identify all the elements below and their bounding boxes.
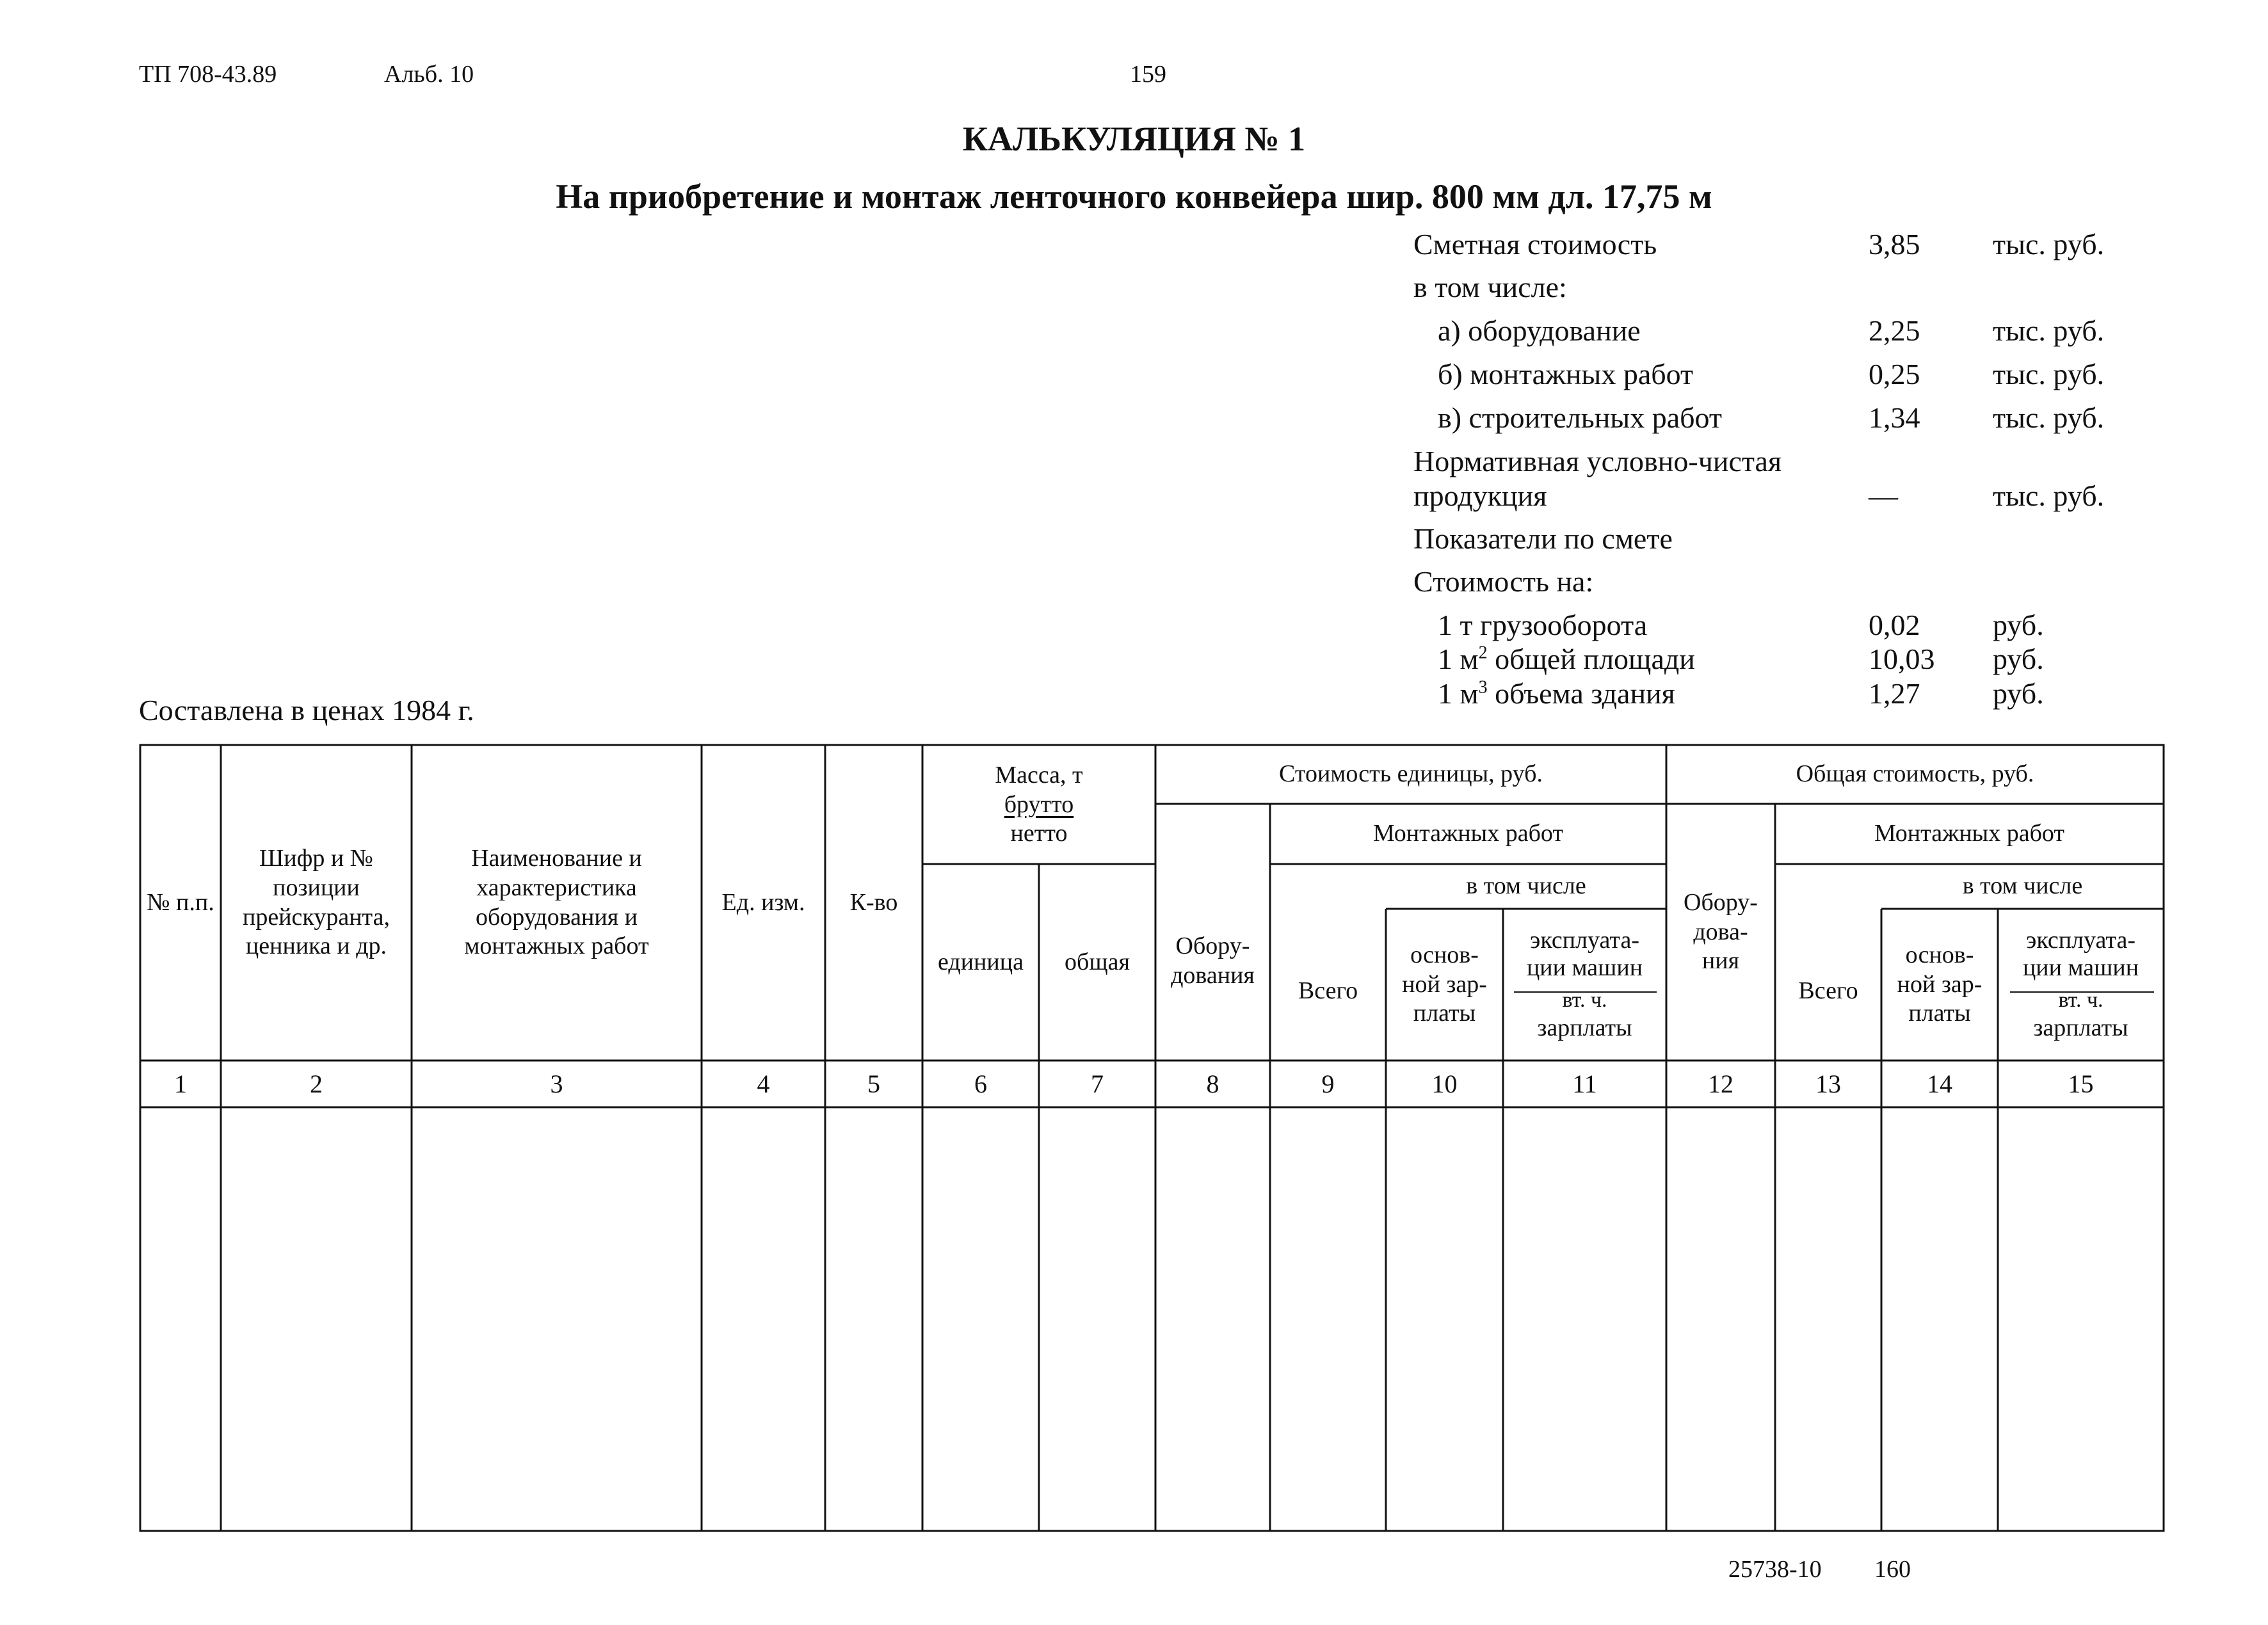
summary-unit: тыс. руб. [1993,314,2105,347]
col-number: 9 [1321,1069,1335,1098]
page-subtitle: На приобретение и монтаж ленточного конвейера шир. 800 мм дл. 17,75 м [556,177,1712,216]
col-number: 14 [1927,1069,1952,1098]
summary-value: — [1869,479,1898,512]
col-number: 12 [1708,1069,1733,1098]
summary-label: в том числе: [1413,271,1567,303]
salary-label: зарплаты [1537,1014,1632,1041]
col-header-unit: Ед. изм. [721,888,805,916]
col-number: 5 [867,1069,880,1098]
col-number: 8 [1206,1069,1219,1098]
total-install-header: Монтажных работ [1874,820,2065,847]
incl-salary-label: вт. ч. [1562,988,1607,1012]
col-header-equipment-total: Обору-дова-ния [1684,889,1758,975]
summary-value: 1,27 [1869,677,1920,710]
summary-unit: тыс. руб. [1993,401,2105,434]
summary-label: 1 $м^2$ общей площади [1438,643,1695,675]
col-header-unit-base-salary: основ-ной зар-платы [1402,941,1487,1027]
col-number: 11 [1572,1069,1597,1098]
summary-unit: руб. [1993,677,2044,710]
col-number: 3 [550,1069,563,1098]
col-header-code: Шифр и № позиции прейскуранта, ценника и др. [243,845,390,960]
summary-label: 1 $м^3$ объема здания [1438,677,1675,710]
page-number: 159 [1130,61,1166,88]
summary-unit: тыс. руб. [1993,228,2105,260]
summary-label: 1 т грузооборота [1438,609,1648,641]
mass-net: нетто [1010,820,1068,847]
unit-cost-header: Стоимость единицы, руб. [1279,760,1543,788]
summary-label: Стоимость на: [1413,565,1594,598]
col-header-qty: К-во [849,888,898,916]
summary-unit: руб. [1993,643,2044,675]
col-number: 10 [1431,1069,1458,1098]
total-cost-header: Общая стоимость, руб. [1796,760,2034,788]
summary-value: 10,03 [1869,643,1935,675]
album-number: Альб. 10 [384,61,474,88]
summary-label: Нормативная условно-чистая [1413,445,1782,477]
summary-value: 0,02 [1869,609,1920,641]
col-number: 1 [174,1069,187,1098]
summary-label: продукция [1413,479,1547,512]
col-number: 13 [1815,1069,1841,1098]
summary-label: б) монтажных работ [1438,358,1694,390]
footer-page: 160 [1874,1556,1911,1583]
machine-op-label: эксплуата-ции машин [2022,926,2139,982]
salary-label: зарплаты [2033,1014,2128,1041]
summary-unit: тыс. руб. [1993,479,2105,512]
col-number: 6 [974,1069,987,1098]
col-header-total-machine-op [1998,909,2164,1061]
page-title: КАЛЬКУЛЯЦИЯ № 1 [962,120,1306,158]
unit-install-header: Монтажных работ [1372,820,1564,847]
col-number: 4 [757,1069,770,1098]
col-header-unit-machine-op [1503,909,1666,1061]
col-header-unit-total: Всего [1298,977,1358,1004]
summary-label: Показатели по смете [1413,522,1673,555]
col-number: 2 [310,1069,323,1098]
machine-op-label: эксплуата-ции машин [1526,926,1643,982]
doc-code: ТП 708-43.89 [139,61,277,88]
footer-code: 25738-10 [1728,1556,1822,1583]
incl-salary-label: вт. ч. [2058,988,2103,1012]
summary-value: 3,85 [1869,228,1920,260]
col-number: 15 [2068,1069,2094,1098]
summary-value: 2,25 [1869,314,1920,347]
summary-unit: тыс. руб. [1993,358,2105,390]
mass-title: Масса, т [995,762,1083,789]
prices-note: Составлена в ценах 1984 г. [139,694,474,726]
summary-value: 1,34 [1869,401,1920,434]
mass-header [922,749,1155,861]
col-header-total-base-salary: основ-ной зар-платы [1897,941,1982,1027]
col-header-equipment-unit: Обору-дования [1171,932,1255,989]
col-header-total-total: Всего [1798,977,1858,1004]
summary-label: Сметная стоимость [1413,228,1657,260]
unit-including-header: в том числе [1466,872,1586,900]
col-header-mass-unit: единица [938,948,1024,975]
summary-label: в) строительных работ [1438,401,1723,434]
summary-unit: руб. [1993,609,2044,641]
mass-gross: брутто [1004,790,1074,818]
col-header-mass-total: общая [1065,948,1130,975]
summary-value: 0,25 [1869,358,1920,390]
total-including-header: в том числе [1962,872,2083,900]
col-number: 7 [1091,1069,1104,1098]
col-header-name: Наименование и характеристика оборудования и монтажных работ [464,845,649,960]
summary-label: а) оборудование [1438,314,1641,347]
col-header-no: № п.п. [147,888,214,916]
